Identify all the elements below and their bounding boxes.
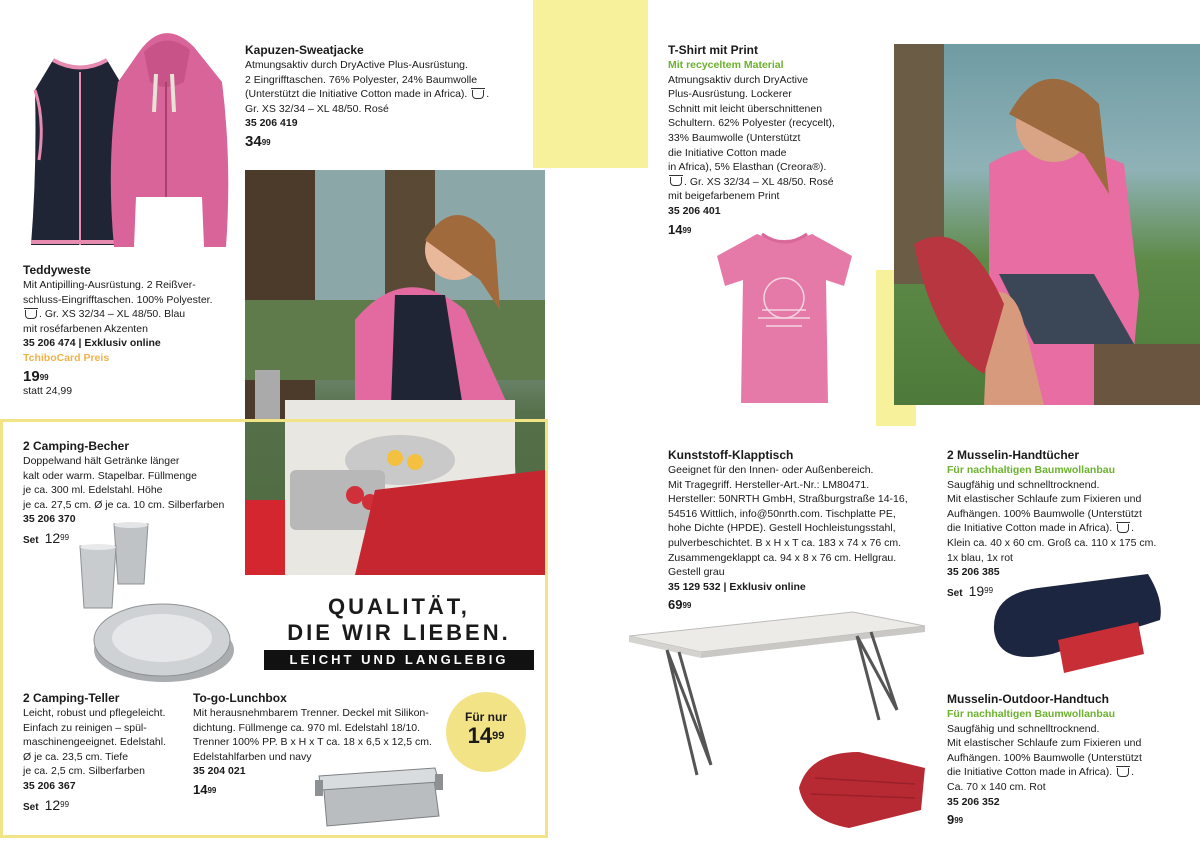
becher-desc-2: kalt oder warm. Stapelbar. Füllmenge: [23, 469, 197, 482]
teddyweste-desc-3: mit roséfarbenen Akzenten: [23, 322, 148, 335]
musselin-tuecher-care-text: die Initiative Cotton made in Africa).: [947, 522, 1113, 535]
yellow-band-center: [533, 0, 648, 168]
klapptisch-desc-8: Gestell grau: [668, 566, 725, 579]
lunchbox-desc-3: Trenner 100% PP. B x H x T ca. 18 x 6,5 x 12,5 cm.: [193, 736, 432, 749]
camping-plates-image: [92, 595, 242, 690]
tshirt-block: [668, 42, 878, 237]
klapptisch-title: Kunststoff-Klapptisch: [668, 448, 794, 462]
washing-icon: [1117, 524, 1129, 533]
lunchbox-title: To-go-Lunchbox: [193, 691, 287, 705]
lunchbox-desc-4: Edelstahlfarben und navy: [193, 750, 312, 763]
klapptisch-desc-7: Zusammengeklappt ca. 94 x 8 x 76 cm. Hellgrau.: [668, 551, 897, 564]
badge-price: [446, 724, 526, 748]
becher-set-label: Set: [23, 534, 39, 546]
tshirt-price-main: 14: [668, 221, 683, 237]
teddyweste-price: [23, 367, 233, 385]
tshirt-desc-4: Schultern. 62% Polyester (recycelt),: [668, 117, 835, 130]
lunchbox-price-cents: 99: [207, 785, 217, 795]
musselin-tuecher-subtitle: Für nachhaltigen Baumwollanbau: [947, 464, 1116, 476]
teller-price-cents: 99: [60, 799, 70, 809]
musselin-tuecher-price: [947, 584, 1197, 602]
woman-tshirt-photo: [894, 44, 1200, 405]
teddyweste-sku: 35 206 474 | Exklusiv online: [23, 337, 161, 350]
kapuzen-price-cents: 99: [261, 137, 271, 147]
becher-desc-1: Doppelwand hält Getränke länger: [23, 455, 180, 467]
teddyweste-strike-price: statt 24,99: [23, 385, 73, 398]
musselin-outdoor-block: [947, 691, 1197, 828]
becher-sku: 35 206 370: [23, 513, 76, 526]
musselin-outdoor-care-line: [947, 765, 1197, 780]
tshirt-care-text: . Gr. XS 32/34 – XL 48/50. Rosé: [684, 175, 834, 188]
tshirt-desc-6: die Initiative Cotton made: [668, 146, 787, 159]
tshirt-desc-8: mit beigefarbenem Print: [668, 190, 780, 203]
tshirt-desc-3: Schnitt mit leicht überschnittenen: [668, 102, 823, 115]
musselin-outdoor-sku: 35 206 352: [947, 795, 1000, 808]
tshirt-subtitle: Mit recyceltem Material: [668, 59, 784, 71]
teddyweste-desc-1: Mit Antipilling-Ausrüstung. 2 Reißver-: [23, 279, 196, 291]
musselin-tuecher-desc-5: 1x blau, 1x rot: [947, 551, 1013, 564]
tshirt-desc-7: in Africa), 5% Elasthan (Creora®).: [668, 161, 827, 174]
washing-icon: [1117, 768, 1129, 777]
teddyweste-tchibocard: TchiboCard Preis: [23, 351, 110, 364]
musselin-outdoor-desc-2: Mit elastischer Schlaufe zum Fixieren und: [947, 737, 1142, 750]
musselin-outdoor-desc-4: Ca. 70 x 140 cm. Rot: [947, 780, 1046, 793]
teller-desc-4: Ø je ca. 23,5 cm. Tiefe: [23, 750, 129, 763]
musselin-outdoor-desc-1: Saugfähig und schnelltrocknend.: [947, 722, 1100, 735]
klapptisch-price-cents: 99: [682, 601, 692, 611]
musselin-tuecher-desc-4: Klein ca. 40 x 60 cm. Groß ca. 110 x 175 cm.: [947, 536, 1157, 549]
tshirt-image: [712, 228, 857, 406]
musselin-tuecher-desc-1: Saugfähig und schnelltrocknend.: [947, 478, 1100, 491]
lunchbox-block: [193, 690, 448, 798]
washing-icon: [670, 177, 682, 186]
klapptisch-price: [668, 598, 938, 613]
becher-title: 2 Camping-Becher: [23, 439, 130, 453]
musselin-outdoor-price: [947, 813, 1197, 828]
tshirt-title: T-Shirt mit Print: [668, 43, 758, 57]
becher-block: [23, 438, 253, 549]
teddyweste-price-main: 19: [23, 367, 40, 385]
teddyweste-price-cents: 99: [39, 372, 49, 382]
klapptisch-desc-5: hohe Dichte (HPDE). Gestell Hochleistungsstahl,: [668, 522, 896, 535]
musselin-tuecher-title: 2 Musselin-Handtücher: [947, 448, 1080, 462]
becher-desc-3: je ca. 300 ml. Edelstahl. Höhe: [23, 484, 163, 497]
tshirt-price-cents: 99: [682, 225, 692, 235]
kapuzen-price-main: 34: [245, 132, 262, 150]
badge-price-cents: 99: [492, 730, 505, 742]
kapuzen-sku: 35 206 419: [245, 117, 298, 130]
klapptisch-block: [668, 447, 938, 613]
teller-price-main: 12: [44, 796, 61, 813]
tshirt-desc-5: 33% Baumwolle (Unterstützt: [668, 131, 801, 144]
musselin-tuecher-care-suffix: .: [1131, 522, 1135, 535]
klapptisch-price-main: 69: [668, 597, 683, 613]
klapptisch-desc-6: pulverbeschichtet. B x H x T ca. 183 x 74 x 76 cm.: [668, 536, 902, 549]
teller-set-label: Set: [23, 801, 39, 813]
teller-desc-1: Leicht, robust und pflegeleicht.: [23, 707, 166, 719]
klapptisch-desc-4: 54516 Wittlich, info@50nrth.com. Tischplatte PE,: [668, 507, 896, 520]
tshirt-desc-1: Atmungsaktiv durch DryActive: [668, 73, 809, 86]
musselin-outdoor-care-suffix: .: [1131, 766, 1135, 779]
becher-price-cents: 99: [60, 532, 70, 542]
tshirt-desc-2: Plus-Ausrüstung. Lockerer: [668, 88, 792, 101]
becher-desc-4: je ca. 27,5 cm. Ø je ca. 10 cm. Silberfarben: [23, 498, 225, 511]
lunchbox-price-main: 14: [193, 781, 208, 797]
musselin-outdoor-care-text: die Initiative Cotton made in Africa).: [947, 766, 1113, 779]
teller-title: 2 Camping-Teller: [23, 691, 120, 705]
teddyweste-care-line: [23, 307, 233, 322]
kapuzen-desc-3: Gr. XS 32/34 – XL 48/50. Rosé: [245, 102, 389, 115]
teller-desc-5: je ca. 2,5 cm. Silberfarben: [23, 765, 145, 778]
badge-price-main: 14: [467, 723, 493, 748]
tshirt-care-line: [668, 175, 878, 190]
klapptisch-desc-3: Hersteller: 50NRTH GmbH, Straßburgstraße 14-16,: [668, 493, 908, 506]
musselin-tuecher-price-main: 19: [968, 582, 985, 599]
teller-price: [23, 798, 193, 816]
badge-label: Für nur: [465, 710, 507, 724]
kapuzen-care-text: (Unterstützt die Initiative Cotton made in Africa).: [245, 88, 468, 101]
kapuzen-desc-1: Atmungsaktiv durch DryActive Plus-Ausrüstung.: [245, 59, 468, 71]
kapuzen-block: [245, 42, 535, 150]
teddyweste-desc-2: schluss-Eingrifftaschen. 100% Polyester.: [23, 293, 213, 306]
teller-desc-3: maschinengeeignet. Edelstahl.: [23, 736, 167, 749]
musselin-tuecher-block: [947, 447, 1197, 601]
lunchbox-sku: 35 204 021: [193, 765, 246, 778]
lunchbox-desc-2: dichtung. Füllmenge ca. 970 ml. Edelstahl 18/10.: [193, 721, 421, 734]
teller-desc-2: Einfach zu reinigen – spül-: [23, 721, 147, 734]
hoodie-image: [104, 22, 234, 252]
klapptisch-desc-1: Geeignet für den Innen- oder Außenbereich.: [668, 464, 874, 476]
musselin-tuecher-desc-2: Mit elastischer Schlaufe zum Fixieren und: [947, 493, 1142, 506]
headline-line2: DIE WIR LIEBEN.: [287, 620, 511, 645]
teddyweste-title: Teddyweste: [23, 263, 91, 277]
musselin-outdoor-price-cents: 99: [954, 816, 964, 826]
tshirt-sku: 35 206 401: [668, 204, 721, 217]
lunchbox-desc-1: Mit herausnehmbarem Trenner. Deckel mit Silikon-: [193, 707, 429, 719]
kapuzen-care-line: [245, 87, 535, 102]
teller-sku: 35 206 367: [23, 779, 76, 792]
price-badge: [446, 692, 526, 772]
kapuzen-care-suffix: .: [486, 88, 490, 101]
becher-price: [23, 531, 253, 549]
musselin-tuecher-set-label: Set: [947, 587, 963, 599]
musselin-outdoor-title: Musselin-Outdoor-Handtuch: [947, 692, 1109, 706]
red-towel-folded-image: [795, 748, 930, 830]
becher-price-main: 12: [44, 529, 61, 546]
teddyweste-block: [23, 262, 233, 399]
teddyweste-care-text: . Gr. XS 32/34 – XL 48/50. Blau: [39, 308, 186, 321]
musselin-tuecher-price-cents: 99: [984, 585, 994, 595]
musselin-tuecher-care-line: [947, 521, 1197, 536]
kapuzen-title: Kapuzen-Sweatjacke: [245, 43, 364, 57]
teller-block: [23, 690, 193, 815]
lunchbox-price: [193, 783, 448, 798]
headline-tagline: LEICHT UND LANGLEBIG: [264, 650, 534, 670]
musselin-tuecher-desc-3: Aufhängen. 100% Baumwolle (Unterstützt: [947, 507, 1142, 520]
washing-icon: [472, 90, 484, 99]
klapptisch-desc-2: Mit Tragegriff. Hersteller-Art.-Nr.: LM80471.: [668, 478, 870, 491]
musselin-outdoor-subtitle: Für nachhaltigen Baumwollanbau: [947, 708, 1116, 720]
headline: [264, 594, 534, 670]
musselin-tuecher-sku: 35 206 385: [947, 566, 1000, 579]
washing-icon: [25, 310, 37, 319]
kapuzen-price: [245, 132, 535, 150]
klapptisch-sku: 35 129 532 | Exklusiv online: [668, 580, 806, 593]
tshirt-price: [668, 223, 878, 238]
musselin-outdoor-desc-3: Aufhängen. 100% Baumwolle (Unterstützt: [947, 751, 1142, 764]
kapuzen-desc-2: 2 Eingrifftaschen. 76% Polyester, 24% Baumwolle: [245, 73, 478, 86]
musselin-outdoor-price-main: 9: [947, 812, 955, 828]
headline-line1: QUALITÄT,: [328, 594, 470, 619]
